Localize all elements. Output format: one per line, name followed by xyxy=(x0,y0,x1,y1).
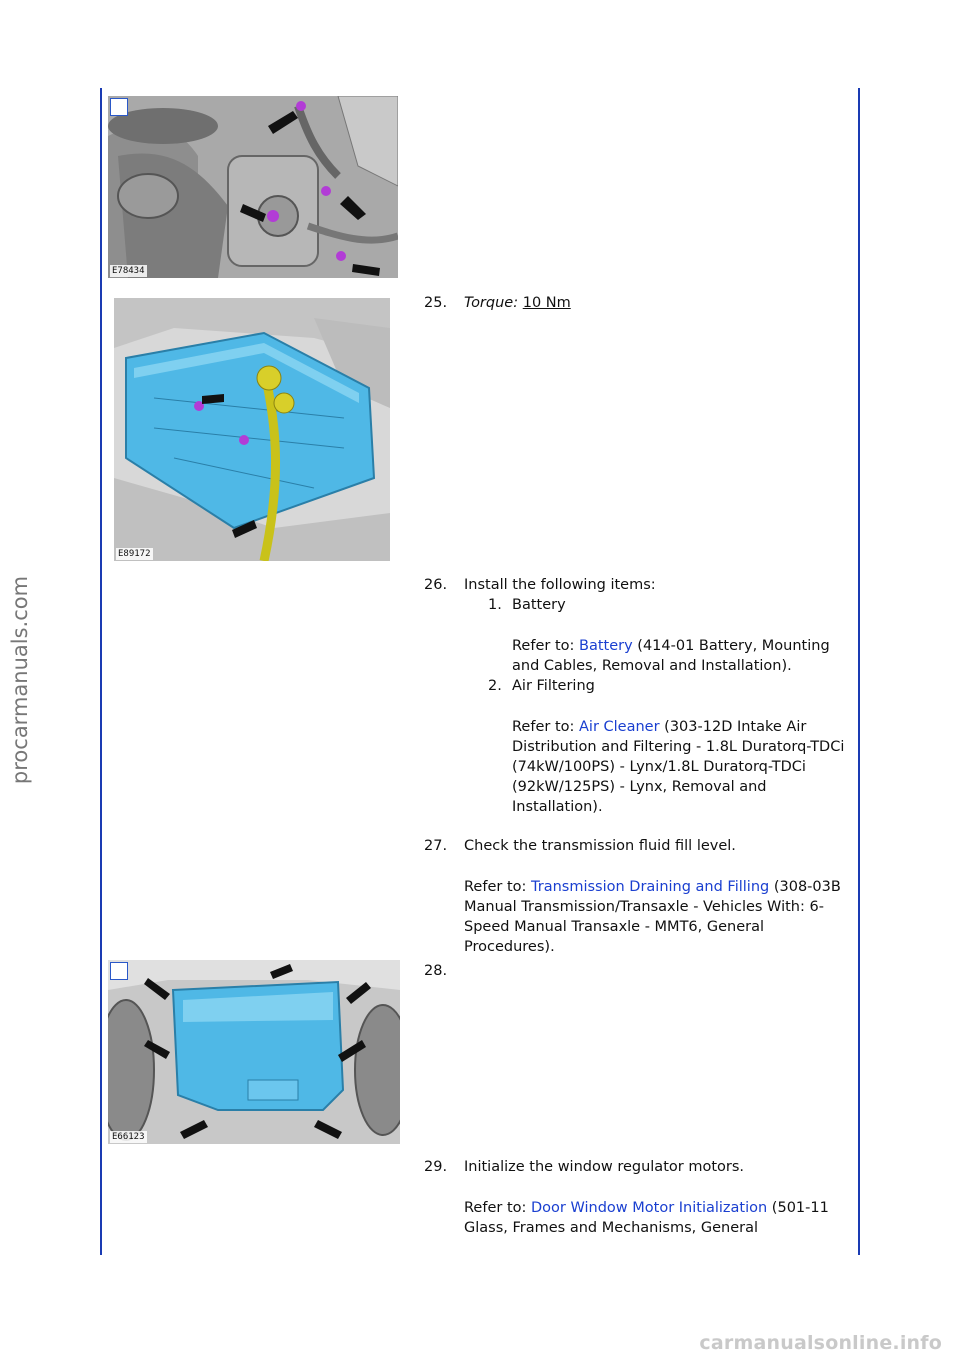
step-number: 25. xyxy=(424,295,448,311)
reference xyxy=(512,636,859,676)
torque-label: Torque: xyxy=(464,295,519,311)
reference-prefix: Refer to: xyxy=(512,638,579,654)
reference-suffix: (303-12D Intake Air Distribution and Filtering - 1.8L Duratorq-TDCi (74kW/100PS) - Lynx/1.8L Duratorq-TDCi (92kW/125PS) - Lynx, Removal and Installation). xyxy=(512,719,845,815)
figure-battery-tray xyxy=(114,298,390,561)
engine-bay-illustration xyxy=(108,96,398,278)
sub-item-number: 2. xyxy=(488,678,502,694)
battery-tray-illustration xyxy=(114,298,390,561)
reference-prefix: Refer to: xyxy=(464,879,531,895)
bottom-watermark: carmanualsonline.info xyxy=(699,1332,942,1354)
sub-item-number: 1. xyxy=(488,597,502,613)
figure-undertray xyxy=(108,960,400,1144)
zoom-icon[interactable] xyxy=(110,962,128,980)
torque-value: 10 Nm xyxy=(522,295,571,311)
reference-suffix: (501-11 Glass, Frames and Mechanisms, General xyxy=(464,1200,829,1236)
air-cleaner-link[interactable]: Air Cleaner xyxy=(579,719,660,735)
door-window-motor-link[interactable]: Door Window Motor Initialization xyxy=(531,1200,768,1216)
sub-item-label: Air Filtering xyxy=(512,678,595,694)
figure-id: E78434 xyxy=(112,266,145,276)
sub-item-battery xyxy=(464,595,859,676)
sub-item-air-filtering xyxy=(464,676,859,817)
battery-link[interactable]: Battery xyxy=(579,638,633,654)
step-number: 29. xyxy=(424,1159,448,1175)
transmission-draining-link[interactable]: Transmission Draining and Filling xyxy=(531,879,770,895)
reference-suffix: (414-01 Battery, Mounting and Cables, Removal and Installation). xyxy=(512,638,830,674)
left-border-line xyxy=(100,88,102,1255)
reference xyxy=(464,877,859,957)
step-text: Initialize the window regulator motors. xyxy=(464,1159,744,1175)
reference xyxy=(464,1198,859,1238)
step-number: 27. xyxy=(424,838,448,854)
figure-id: E66123 xyxy=(112,1132,145,1142)
zoom-icon[interactable] xyxy=(110,98,128,116)
step-number: 26. xyxy=(424,577,448,593)
reference xyxy=(512,717,859,817)
reference-prefix: Refer to: xyxy=(464,1200,531,1216)
step-number: 28. xyxy=(424,963,448,979)
figure-id: E89172 xyxy=(118,549,151,559)
figure-engine-bay xyxy=(108,96,398,278)
step-text: Install the following items: xyxy=(464,577,656,593)
undertray-illustration xyxy=(108,960,400,1144)
sub-item-label: Battery xyxy=(512,597,566,613)
step-text: Check the transmission fluid fill level. xyxy=(464,838,736,854)
reference-suffix: (308-03B Manual Transmission/Transaxle - Vehicles With: 6-Speed Manual Transaxle - MMT6, General Procedures). xyxy=(464,879,841,955)
reference-prefix: Refer to: xyxy=(512,719,579,735)
side-watermark: procarmanuals.com xyxy=(8,575,32,785)
